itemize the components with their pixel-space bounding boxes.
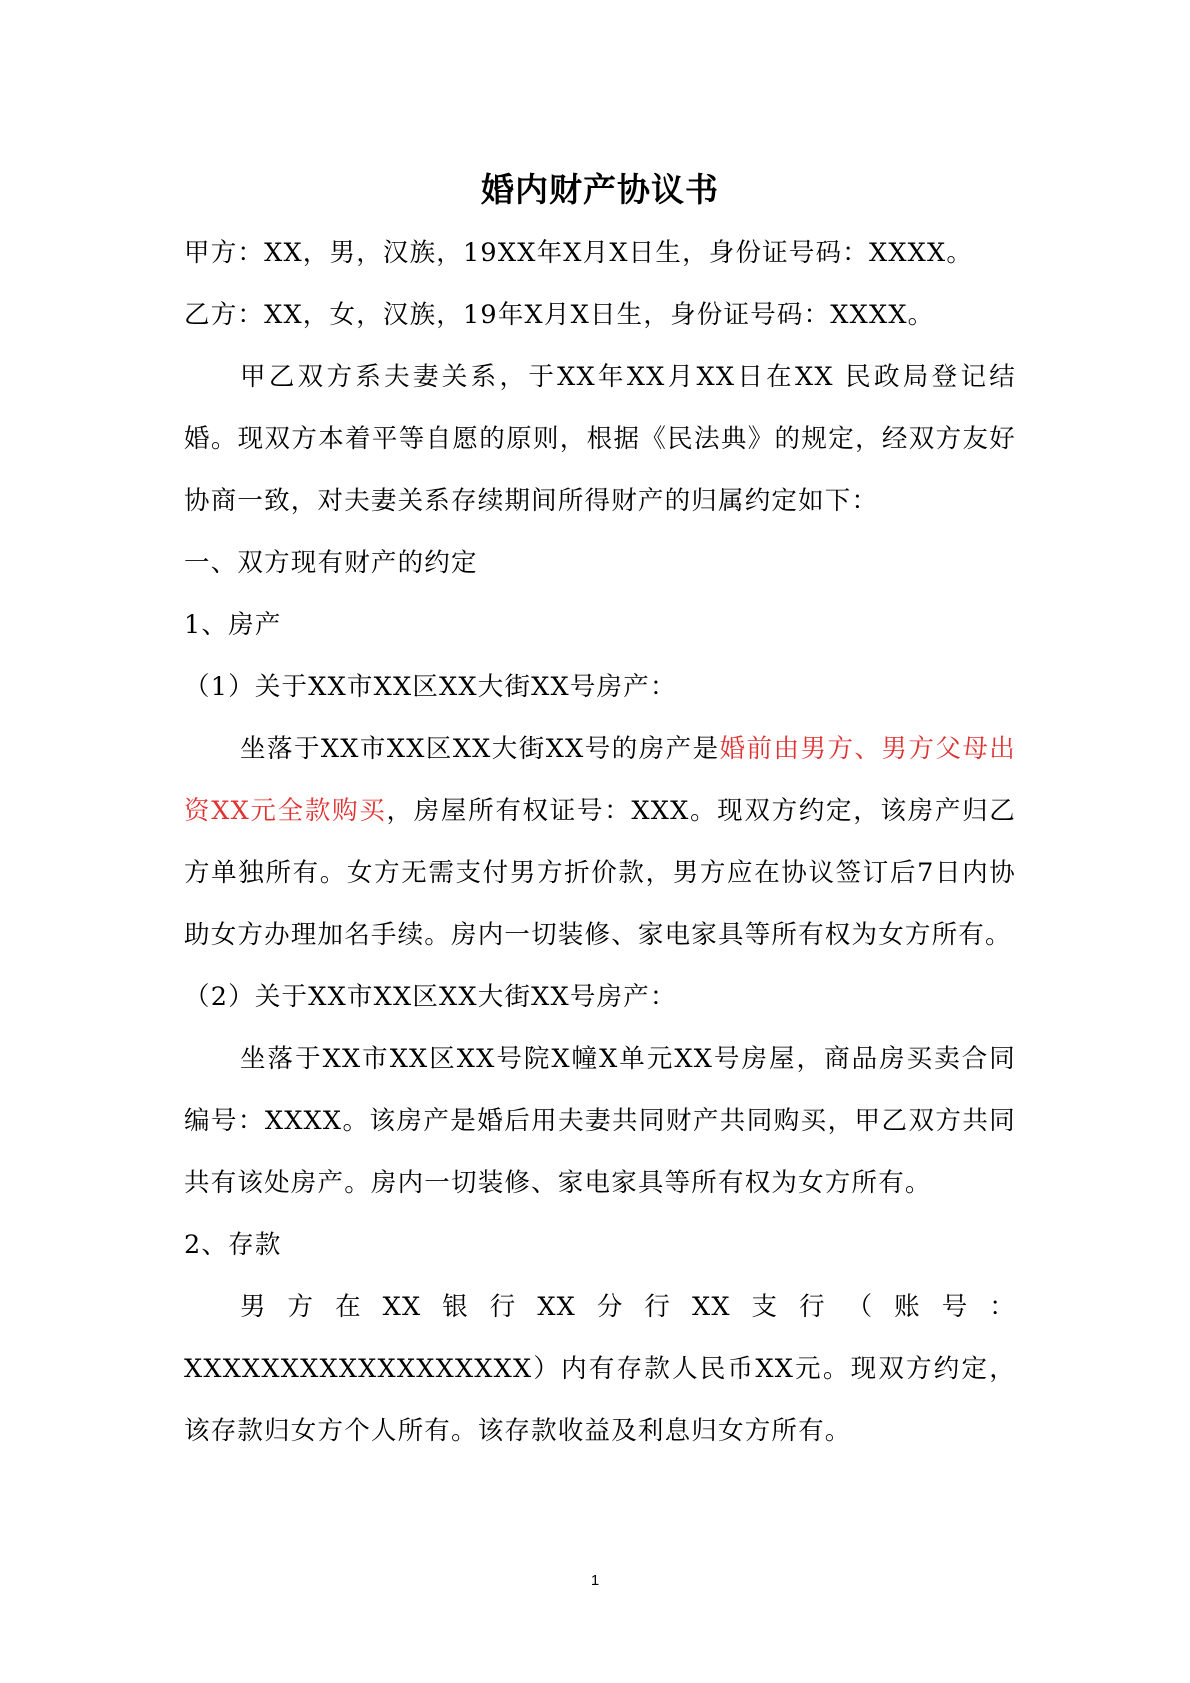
item-1-heading: 1、房产 — [184, 610, 282, 640]
property-2-paragraph: 坐落于XX市XX区XX号院X幢X单元XX号房屋，商品房买卖合同编号：XXXX。该房产是婚后用夫妻共同财产共同购买，甲乙双方共同共有该处房产。房内一切装修、家电家具等所有权为女方所有。 — [184, 1044, 1016, 1198]
intro-paragraph: 甲乙双方系夫妻关系，于XX年XX月XX日在XX 民政局登记结婚。现双方本着平等自愿的原则，根据《民法典》的规定，经双方友好协商一致，对夫妻关系存续期间所得财产的归属约定如下： — [184, 362, 1016, 516]
property-1-heading: （1）关于XX市XX区XX大街XX号房产： — [184, 672, 677, 702]
page-number: 1 — [590, 1572, 600, 1589]
deposit-paragraph: 男方在XX银行XX分行XX支行（账号：XXXXXXXXXXXXXXXXXX）内有存款人民币XX元。现双方约定，该存款归女方个人所有。该存款收益及利息归女方所有。 — [184, 1292, 1016, 1446]
party-b-line: 乙方：XX，女，汉族，19年X月X日生，身份证号码：XXXX。 — [184, 300, 935, 330]
item-2-heading: 2、存款 — [184, 1230, 282, 1260]
property-2-heading: （2）关于XX市XX区XX大街XX号房产： — [184, 982, 677, 1012]
document-title: 婚内财产协议书 — [481, 170, 719, 209]
party-a-line: 甲方：XX，男，汉族，19XX年X月X日生，身份证号码：XXXX。 — [184, 238, 974, 268]
section-1-heading: 一、双方现有财产的约定 — [184, 548, 478, 578]
property-1-text-part2: ，房屋所有权证号：XXX。现双方约定，该房产归乙方单独所有。女方无需支付男方折价款，男方应在协议签订后7日内协助女方办理加名手续。房内一切装修、家电家具等所有权为女方所有。 — [184, 796, 1016, 950]
property-1-paragraph — [184, 718, 1016, 966]
property-1-text-part1: 坐落于XX市XX区XX大街XX号的房产是 — [240, 734, 720, 764]
document-body — [184, 160, 1016, 1462]
property-1-highlight: 婚前由男方、男方父母出资XX元全款购买 — [184, 734, 1016, 826]
